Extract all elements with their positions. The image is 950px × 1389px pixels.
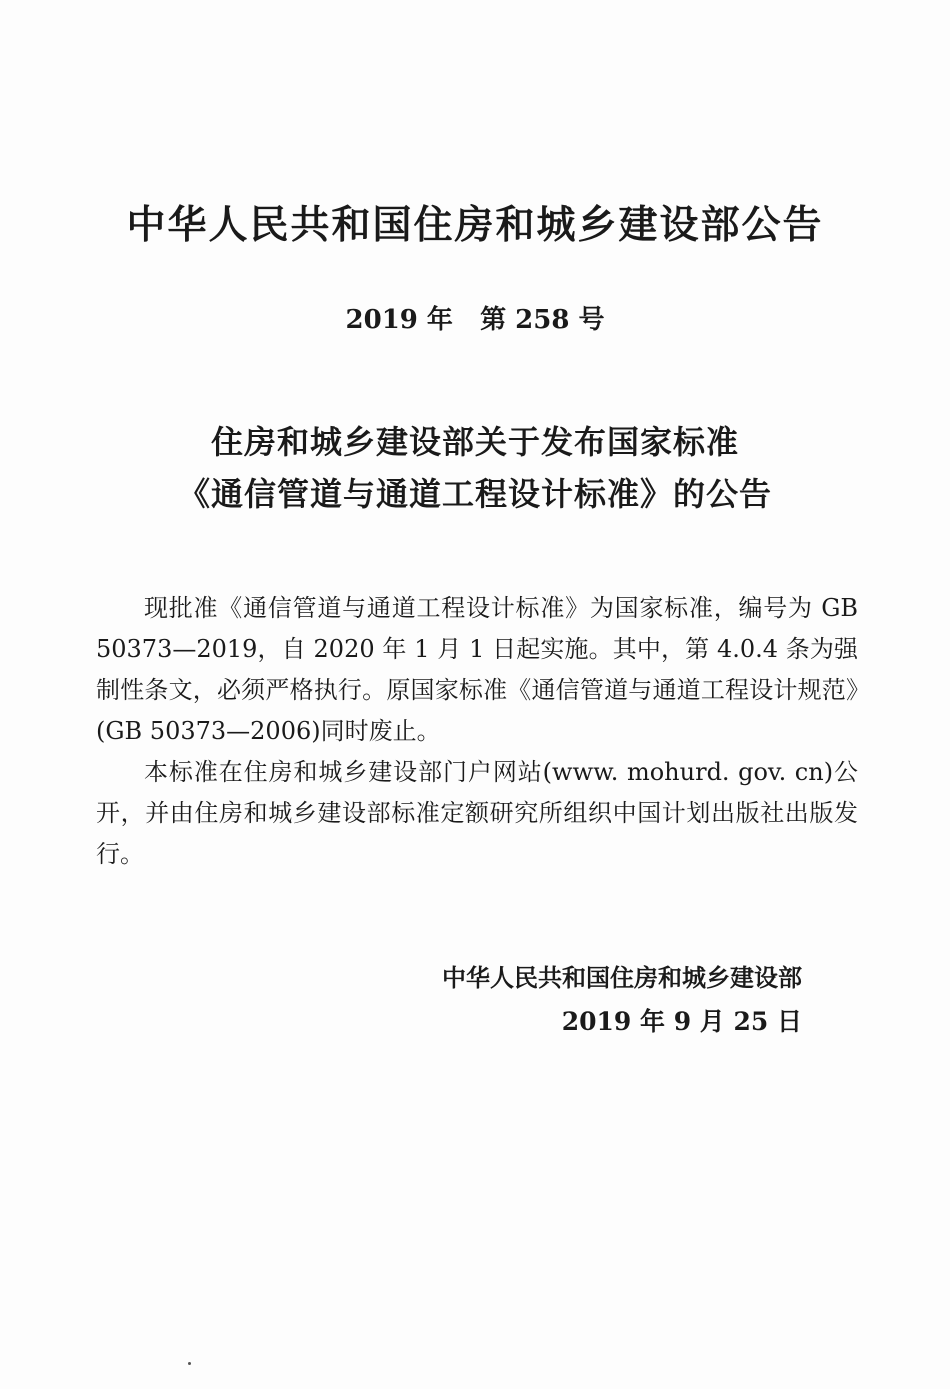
- issuer-title: 中华人民共和国住房和城乡建设部公告: [126, 203, 824, 248]
- signature-block: [442, 956, 802, 1044]
- signature-org: 中华人民共和国住房和城乡建设部: [442, 964, 802, 992]
- body-paragraph-publication: 本标准在住房和城乡建设部门户网站(www. mohurd. gov. cn)公开，并由住房和城乡建设部标准定额研究所组织中国计划出版社出版发行。: [96, 758, 858, 868]
- notice-title-line2: 《通信管道与通道工程设计标准》的公告: [177, 475, 772, 513]
- scan-speck: [188, 1362, 191, 1365]
- body-paragraph-approval: 现批准《通信管道与通道工程设计标准》为国家标准，编号为 GB 50373—2019，自 2020 年 1 月 1 日起实施。其中，第 4.0.4 条为强制性条文，必须严格执行。原国家标准《通信管道与通道工程设计规范》(GB 50373—2006)同时废止。: [96, 594, 858, 745]
- notice-body: [96, 588, 858, 875]
- notice-title-line1: 住房和城乡建设部关于发布国家标准: [210, 423, 739, 461]
- issue-number: 2019 年 第 258 号: [345, 305, 605, 335]
- notice-title: [0, 416, 950, 520]
- signature-date: 2019 年 9 月 25 日: [561, 1007, 802, 1036]
